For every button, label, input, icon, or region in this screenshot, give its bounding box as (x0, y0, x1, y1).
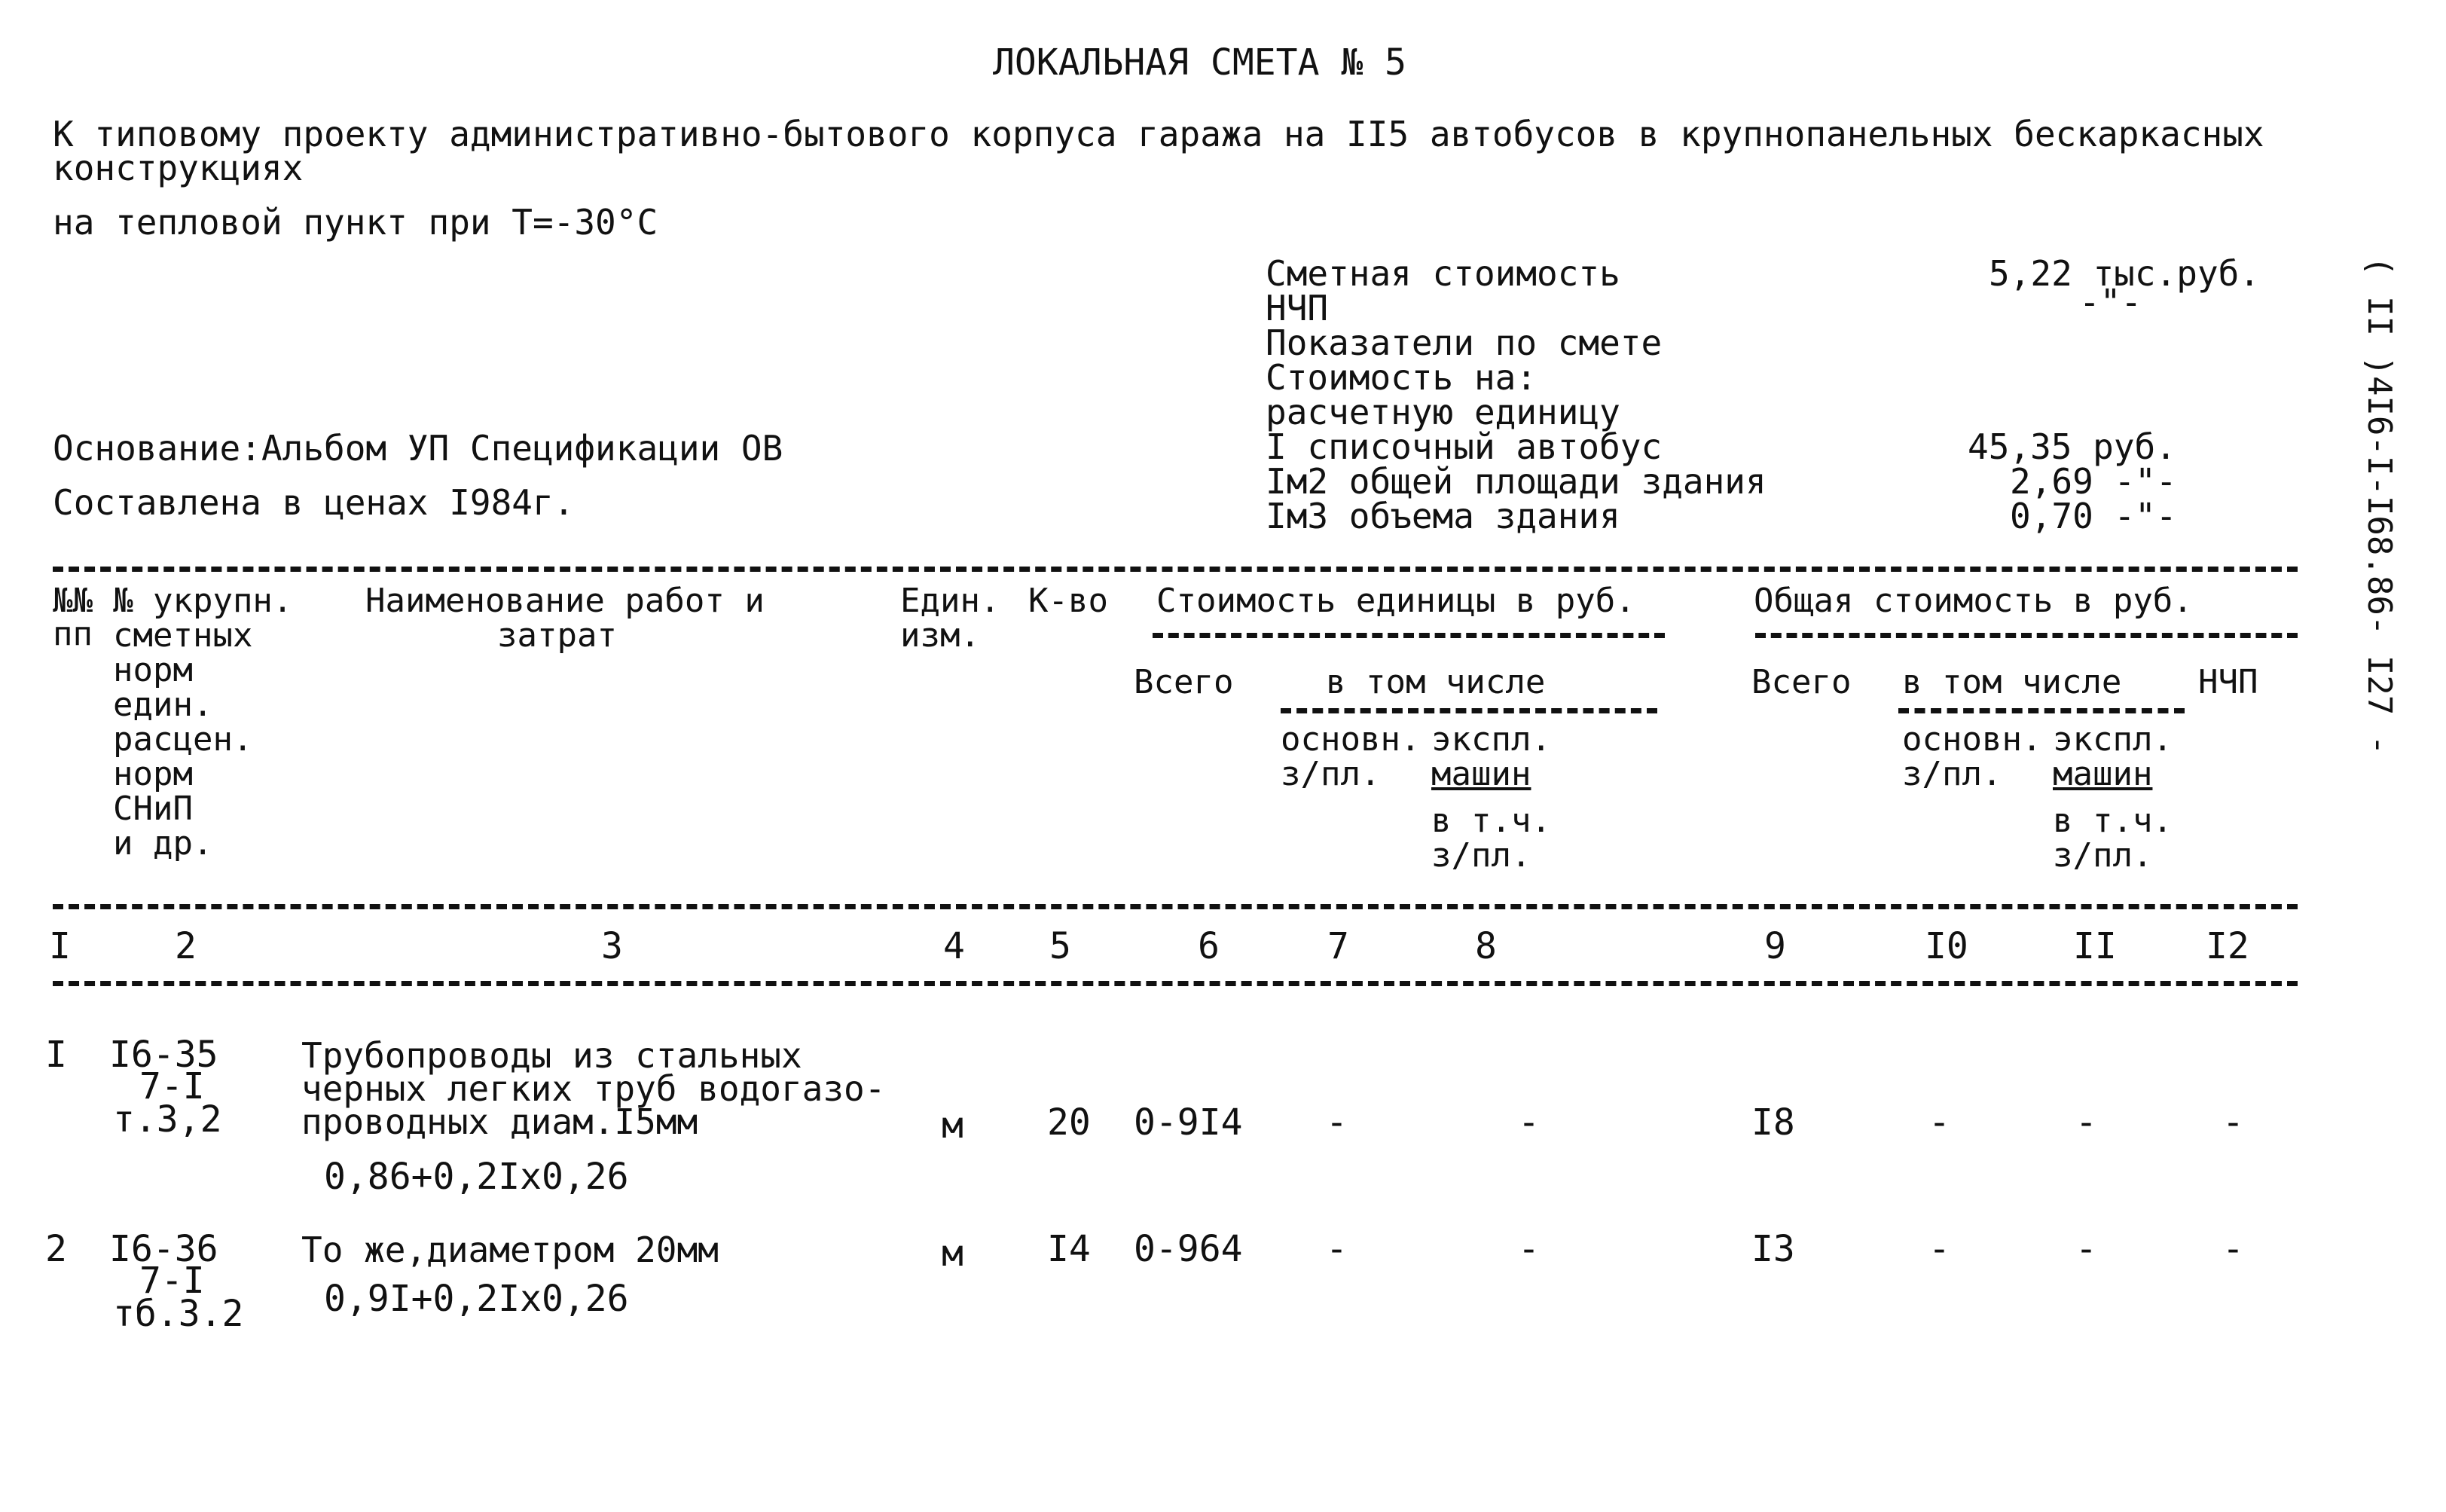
col-header-code-line6: норм (113, 755, 193, 793)
row1-sum-machines: - (2075, 1101, 2097, 1144)
col-header-unit-line2: изм. (900, 616, 980, 655)
divider-total-cost (1755, 633, 2298, 638)
row2-code-line1: I6-36 (109, 1228, 218, 1270)
document-title: ЛОКАЛЬНАЯ СМЕТА № 5 (993, 41, 1407, 84)
row2-unit-total: 0-964 (1134, 1228, 1243, 1270)
row1-qty: 20 (1047, 1101, 1091, 1144)
col-number-12: I2 (2206, 925, 2249, 967)
nchp-value: -"- (2079, 282, 2142, 322)
row2-qty: I4 (1047, 1228, 1091, 1270)
col-header-unit-basic-line2: з/пл. (1281, 755, 1381, 793)
col-header-sum-machines-line2: машин (2053, 755, 2153, 793)
col-header-unit-machines-line2: машин (1431, 755, 1531, 793)
cost-per-label: Стоимость на: (1266, 357, 1538, 398)
col-header-total-cost: Общая стоимость в руб. (1754, 582, 2193, 620)
col-header-name-line2: затрат (497, 616, 617, 655)
per-m2-label: Iм2 общей площади здания (1266, 461, 1767, 502)
col-header-unit-incl-pay-line1: в т.ч. (1431, 802, 1551, 840)
col-header-sum-basic-line2: з/пл. (1902, 755, 2002, 793)
col-number-5: 5 (1049, 925, 1071, 967)
col-header-unit-basic-line1: основн. (1281, 720, 1421, 759)
col-number-2: 2 (175, 925, 197, 967)
project-subtitle-line3: на тепловой пункт при Т=-30°С (53, 202, 658, 243)
row1-nchp: - (2222, 1101, 2244, 1144)
per-bus-value: 45,35 руб. (1968, 426, 2176, 467)
project-subtitle-line1: К типовому проекту административно-бытового корпуса гаража на II5 автобусов в крупнопанельных бескаркасных (53, 114, 2264, 154)
row2-formula: 0,9I+0,2Iх0,26 (324, 1278, 629, 1320)
col-header-unit-line1: Един. (900, 582, 1000, 620)
row1-unit-machines: - (1518, 1101, 1540, 1144)
divider-top (53, 567, 2298, 572)
per-m3-value: 0,70 -"- (2010, 496, 2177, 536)
row1-name-line2: черных легких труб водогазо- (301, 1068, 886, 1109)
col-header-sum-basic-line1: основн. (1902, 720, 2042, 759)
divider-total-incl (1898, 708, 2185, 713)
prices-text: Составлена в ценах I984г. (53, 482, 575, 523)
per-bus-label: I списочный автобус (1266, 426, 1663, 467)
col-header-code-line3: норм (113, 651, 193, 689)
col-number-3: 3 (601, 925, 623, 967)
col-header-unit-machines-line1: экспл. (1431, 720, 1551, 759)
row2-unit: м (942, 1233, 963, 1275)
row1-unit: м (942, 1104, 963, 1147)
col-header-unit-incl-pay-line2: з/пл. (1431, 836, 1531, 875)
col-number-10: I0 (1925, 925, 1968, 967)
col-header-name-line1: Наименование работ и (365, 582, 765, 620)
col-header-code-line7: СНиП (113, 790, 193, 828)
divider-unit-cost (1153, 633, 1665, 638)
col-number-8: 8 (1475, 925, 1497, 967)
col-number-4: 4 (943, 925, 965, 967)
row1-code-line1: I6-35 (109, 1034, 218, 1076)
row1-name-line3: проводных диам.I5мм (301, 1101, 698, 1142)
col-number-9: 9 (1764, 925, 1786, 967)
row2-nchp: - (2222, 1228, 2244, 1270)
col-header-unit-total: Всего (1134, 663, 1234, 701)
col-header-nchp: НЧП (2198, 663, 2258, 701)
row1-unit-total: 0-9I4 (1134, 1101, 1243, 1144)
row1-sum-total: I8 (1751, 1101, 1795, 1144)
side-document-code: ( II )4I6-I-I68.86- I27 - (2360, 256, 2399, 756)
row1-sum-basic: - (1928, 1101, 1950, 1144)
row2-sum-machines: - (2075, 1228, 2097, 1270)
divider-col-numbers (53, 981, 2298, 986)
col-header-code-line4: един. (113, 686, 213, 724)
row1-code-line3: т.3,2 (113, 1098, 222, 1141)
col-header-code-line1: № укрупн. (113, 582, 293, 620)
col-number-11: II (2073, 925, 2117, 967)
row1-unit-basic: - (1326, 1101, 1348, 1144)
project-subtitle-line2: конструкциях (53, 148, 304, 188)
col-header-sum-incl-pay-line2: з/пл. (2053, 836, 2153, 875)
row2-code-line2: 7-I (139, 1260, 205, 1302)
row1-name-line1: Трубопроводы из стальных (301, 1035, 802, 1076)
col-header-code-line8: и др. (113, 824, 213, 863)
col-header-no: №№ пп (53, 582, 93, 653)
unit-label: расчетную единицу (1266, 392, 1620, 432)
row2-sum-total: I3 (1751, 1228, 1795, 1270)
row2-name-line1: То же,диаметром 20мм (301, 1229, 719, 1270)
col-number-6: 6 (1198, 925, 1220, 967)
row2-sum-basic: - (1928, 1228, 1950, 1270)
col-header-sum-total: Всего (1751, 663, 1852, 701)
row2-unit-machines: - (1518, 1228, 1540, 1270)
row1-no: I (45, 1034, 67, 1076)
col-header-sum-incl: в том числе (1902, 663, 2122, 701)
col-header-code-line2: сметных (113, 616, 253, 655)
col-header-unit-cost: Стоимость единицы в руб. (1156, 582, 1635, 620)
row2-no: 2 (45, 1228, 67, 1270)
indicators-label: Показатели по смете (1266, 322, 1663, 363)
estimate-cost-value: 5,22 тыс.руб. (1989, 253, 2261, 294)
row1-formula: 0,86+0,2Iх0,26 (324, 1156, 629, 1198)
nchp-label: НЧП (1266, 288, 1329, 328)
col-header-unit-incl: в том числе (1326, 663, 1546, 701)
per-m3-label: Iм3 объема здания (1266, 496, 1620, 536)
divider-unit-incl (1281, 708, 1657, 713)
row1-code-line2: 7-I (139, 1065, 205, 1107)
divider-header-bottom (53, 904, 2298, 909)
col-header-sum-incl-pay-line1: в т.ч. (2053, 802, 2173, 840)
col-number-7: 7 (1327, 925, 1349, 967)
col-header-sum-machines-line1: экспл. (2053, 720, 2173, 759)
per-m2-value: 2,69 -"- (2010, 461, 2177, 502)
col-header-code-line5: расцен. (113, 720, 253, 759)
col-number-1: I (49, 925, 71, 967)
col-header-qty: К-во (1028, 582, 1108, 620)
row2-code-line3: тб.3.2 (113, 1293, 244, 1335)
basis-text: Основание:Альбом УП Спецификации ОВ (53, 428, 783, 469)
estimate-cost-label: Сметная стоимость (1266, 253, 1620, 294)
row2-unit-basic: - (1326, 1228, 1348, 1270)
